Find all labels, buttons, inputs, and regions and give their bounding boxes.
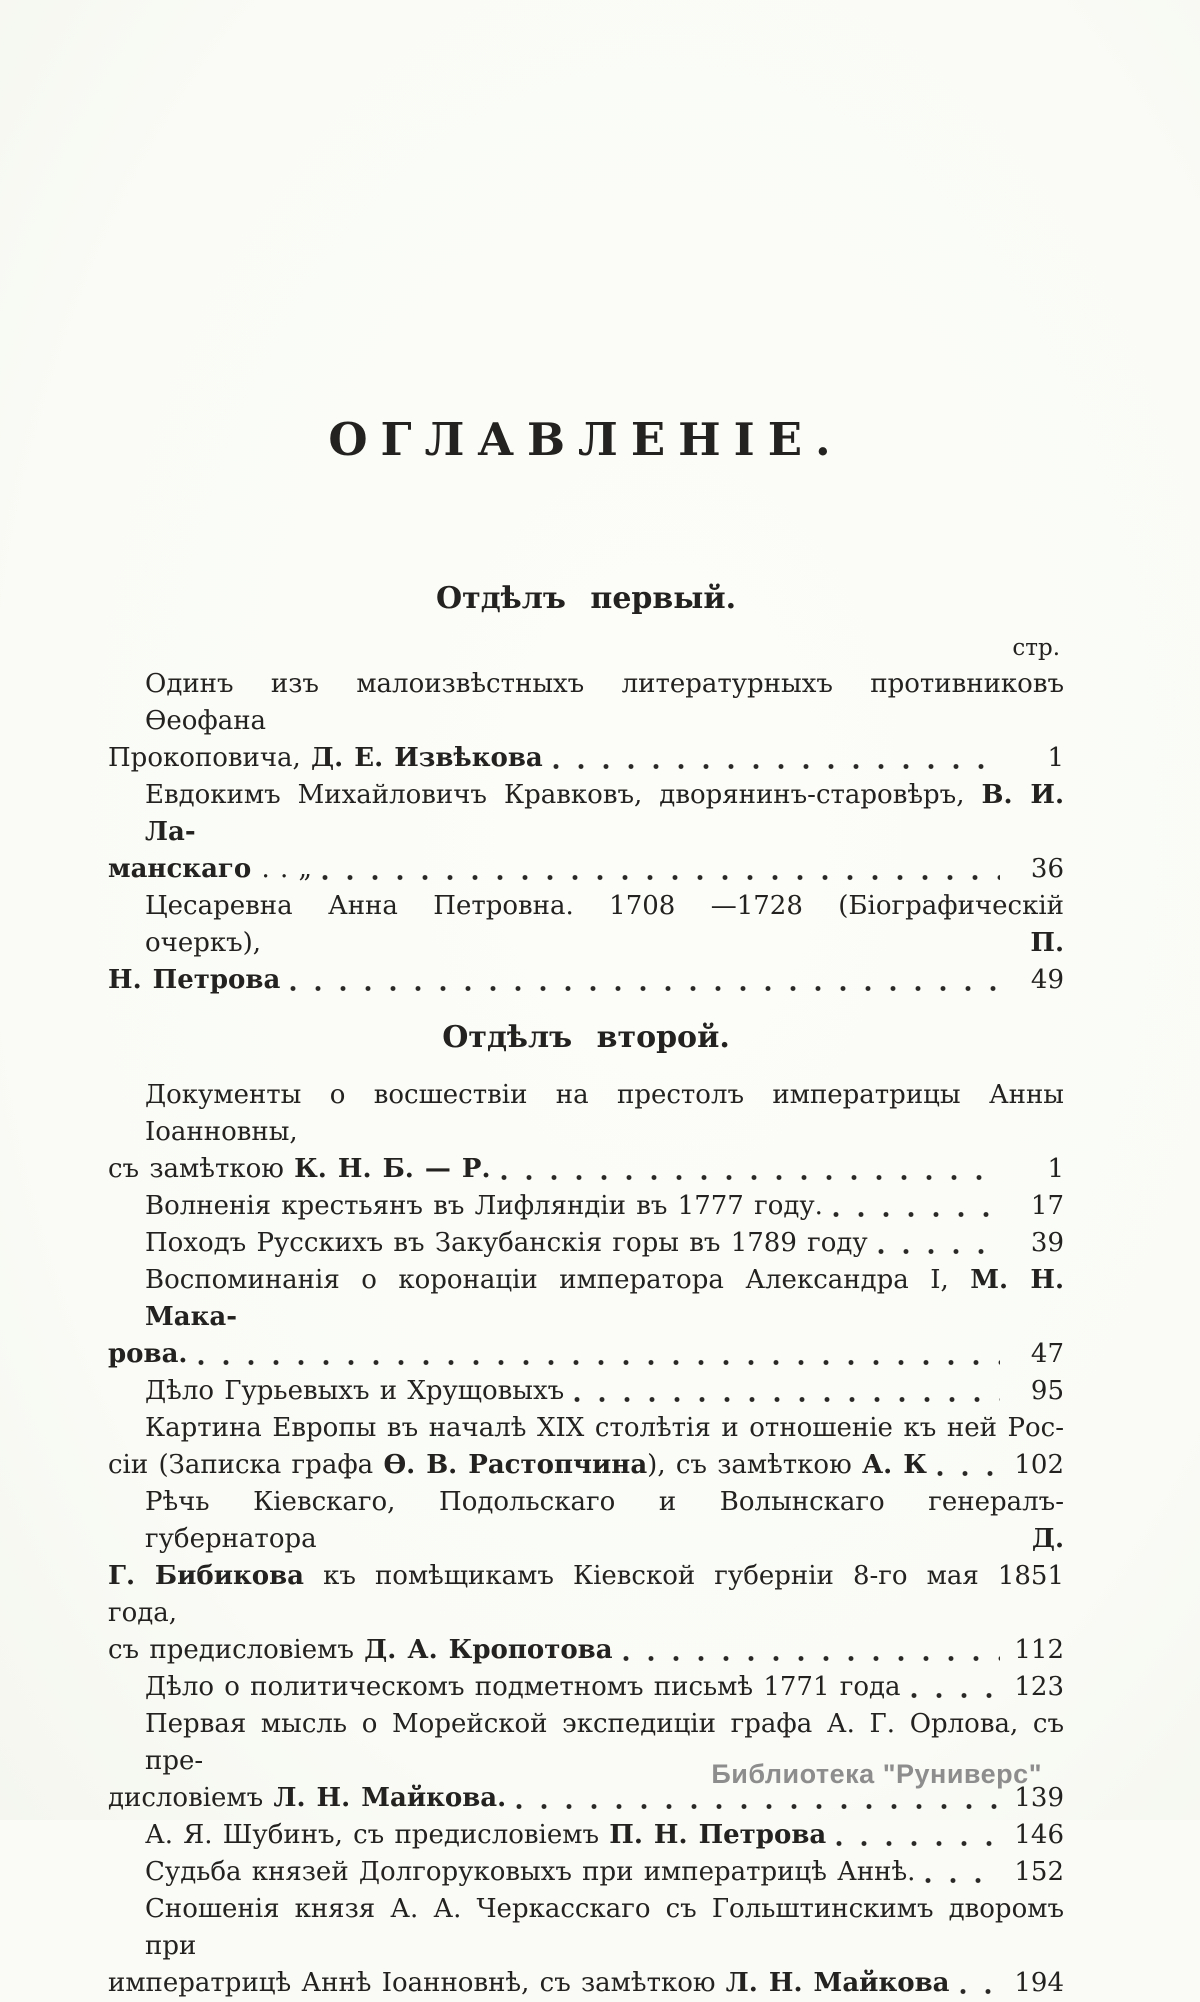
toc-line-text: Прокоповича, Д. Е. Извѣкова xyxy=(108,742,543,773)
toc-line-text: дисловіемъ Л. Н. Майкова. xyxy=(108,1782,507,1813)
page-content xyxy=(108,0,1064,2002)
dot-leader xyxy=(911,1692,1000,1699)
page-number: 17 xyxy=(1030,1190,1064,1221)
toc-line-text: Сношенія князя А. А. Черкасскаго съ Гольштинскимъ дворомъ при xyxy=(145,1893,1064,1961)
toc-line xyxy=(108,777,1064,851)
dot-leader xyxy=(833,1211,1000,1218)
toc-line-text: Цесаревна Анна Петровна. 1708 —1728 (Біографическій очеркъ), П. xyxy=(145,890,1064,958)
toc-line-text: Документы о восшествіи на престолъ императрицы Анны Іоанновны, xyxy=(145,1079,1064,1147)
dot-leader xyxy=(574,1396,1000,1403)
toc-line-text: Н. Петрова xyxy=(108,964,281,995)
toc-line xyxy=(108,851,1064,888)
toc-entry xyxy=(108,666,1064,777)
toc-line xyxy=(108,1188,1064,1225)
page-number: 49 xyxy=(1030,964,1064,995)
toc-line xyxy=(108,740,1064,777)
toc-entry xyxy=(108,1225,1064,1262)
toc-line-text: Дѣло Гурьевыхъ и Хрущовыхъ xyxy=(145,1375,565,1406)
dot-leader xyxy=(516,1803,1000,1810)
toc-entries xyxy=(108,666,1064,999)
page-number: 95 xyxy=(1030,1375,1064,1406)
toc-line-text: рова. xyxy=(108,1338,188,1369)
toc-line xyxy=(108,1410,1064,1447)
page-number: 1 xyxy=(1047,1153,1064,1184)
toc-entry xyxy=(108,1373,1064,1410)
toc-entry xyxy=(108,1817,1064,1854)
toc-line xyxy=(108,1484,1064,1558)
toc-line xyxy=(108,1817,1064,1854)
dot-leader xyxy=(198,1359,1001,1366)
toc-line xyxy=(108,1669,1064,1706)
toc-entry xyxy=(108,777,1064,888)
toc-line-text: императрицѣ Аннѣ Іоанновнѣ, съ замѣткою Л. Н. Майкова xyxy=(108,1967,950,1998)
toc-line-text: Картина Европы въ началѣ XIX столѣтія и отношеніе къ ней Рос- xyxy=(145,1412,1064,1443)
toc-line-text: Волненія крестьянъ въ Лифляндіи въ 1777 году. xyxy=(145,1190,823,1221)
section-heading: Отдѣлъ первый. xyxy=(435,581,737,616)
dot-leader xyxy=(623,1655,1000,1662)
dot-leader xyxy=(501,1174,1000,1181)
page-number: 139 xyxy=(1014,1782,1064,1813)
dot-leader xyxy=(553,763,1000,770)
toc-entry xyxy=(108,1410,1064,1484)
toc-entry xyxy=(108,1262,1064,1373)
toc-entry xyxy=(108,1188,1064,1225)
toc-entry xyxy=(108,1669,1064,1706)
page-number: 194 xyxy=(1014,1967,1064,1998)
toc-line-text: сіи (Записка графа Ѳ. В. Растопчина), съ замѣткою А. К xyxy=(108,1449,927,1480)
toc-entries xyxy=(108,1077,1064,2002)
toc-line xyxy=(108,1965,1064,2002)
toc-line-text: Судьба князей Долгоруковыхъ при императрицѣ Аннѣ. xyxy=(145,1856,916,1887)
toc-line xyxy=(108,1891,1064,1965)
page-number: 112 xyxy=(1014,1634,1064,1665)
page-title: ОГЛАВЛЕНІЕ. xyxy=(328,413,844,466)
toc-line xyxy=(108,1558,1064,1632)
toc-line-text: Одинъ изъ малоизвѣстныхъ литературныхъ противниковъ Ѳеофана xyxy=(145,668,1064,736)
dot-leader xyxy=(836,1840,1000,1847)
toc-line-text: Г. Бибикова къ помѣщикамъ Кіевской губерніи 8-го мая 1851 года, xyxy=(108,1560,1064,1628)
page-number: 102 xyxy=(1014,1449,1064,1480)
toc-entry xyxy=(108,1854,1064,1891)
toc-line xyxy=(108,1447,1064,1484)
toc-line-text: Первая мысль о Морейской экспедиціи графа А. Г. Орлова, съ пре- xyxy=(145,1708,1064,1776)
toc-line-text: съ предисловіемъ Д. А. Кропотова xyxy=(108,1634,613,1665)
toc-line xyxy=(108,1632,1064,1669)
dot-leader xyxy=(925,1877,1000,1884)
toc-line xyxy=(108,1077,1064,1151)
page-column-label: стр. xyxy=(1012,634,1060,661)
toc-line xyxy=(108,666,1064,740)
dot-leader xyxy=(960,1988,1001,1995)
toc-line-text: Воспоминанія о коронаціи императора Александра I, М. Н. Мака- xyxy=(145,1264,1064,1332)
toc-line-text: Евдокимъ Михайловичъ Кравковъ, дворянинъ-старовѣръ, В. И. Ла- xyxy=(145,779,1065,847)
page-number: 123 xyxy=(1014,1671,1064,1702)
page-number: 152 xyxy=(1014,1856,1064,1887)
page-number: 39 xyxy=(1030,1227,1064,1258)
toc-entry xyxy=(108,1891,1064,2002)
page-number: 36 xyxy=(1030,853,1064,884)
toc-line-text: А. Я. Шубинъ, съ предисловіемъ П. Н. Петрова xyxy=(145,1819,827,1850)
dot-leader xyxy=(290,985,1000,992)
toc-line xyxy=(108,1225,1064,1262)
dot-leader xyxy=(878,1248,1000,1255)
toc-entry xyxy=(108,888,1064,999)
toc-line-text: Дѣло о политическомъ подметномъ письмѣ 1771 года xyxy=(145,1671,901,1702)
toc-line xyxy=(108,1151,1064,1188)
toc-line xyxy=(108,962,1064,999)
toc-line xyxy=(108,1373,1064,1410)
toc-line-text: Рѣчь Кіевскаго, Подольскаго и Волынскаго генералъ-губернатора Д. xyxy=(145,1486,1064,1554)
toc-line xyxy=(108,1854,1064,1891)
library-watermark: Библиотека "Руниверс" xyxy=(711,1759,1042,1789)
toc-line-text: съ замѣткою К. Н. Б. — Р. xyxy=(108,1153,491,1184)
toc-line xyxy=(108,1262,1064,1336)
toc-line xyxy=(108,888,1064,962)
toc-line xyxy=(108,1336,1064,1373)
dot-leader xyxy=(937,1470,1000,1477)
dot-leader xyxy=(322,874,1000,881)
toc-line-text: Походъ Русскихъ въ Закубанскія горы въ 1789 году xyxy=(145,1227,868,1258)
toc-line-text: манскаго . . „ xyxy=(108,853,312,884)
page-number: 47 xyxy=(1030,1338,1064,1369)
toc-entry xyxy=(108,1484,1064,1669)
section-heading: Отдѣлъ второй. xyxy=(442,1019,730,1055)
toc-entry xyxy=(108,1077,1064,1188)
page-number: 146 xyxy=(1014,1819,1064,1850)
page-number: 1 xyxy=(1047,742,1064,773)
